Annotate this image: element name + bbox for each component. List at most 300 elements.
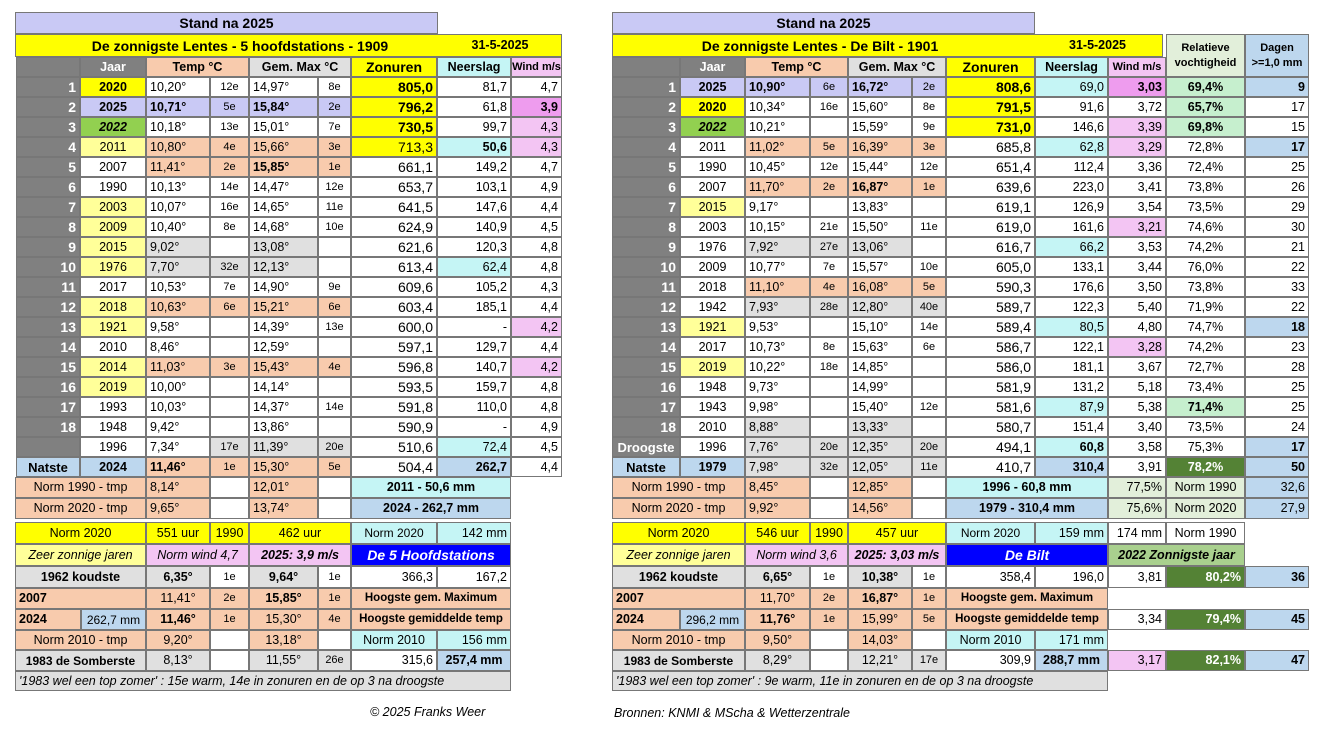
right-norm2010-rain: 171 mm <box>1035 630 1108 650</box>
left-row-wind: 4,4 <box>511 457 562 477</box>
left-row-rank: 5 <box>16 157 80 177</box>
left-row-grank: 13e <box>318 317 351 337</box>
left-row-temp: 10,13° <box>146 177 210 197</box>
right-row-year: 2015 <box>680 197 745 217</box>
left-row-gem: 15,30° <box>249 457 318 477</box>
right-norm2010-gem: 14,03° <box>848 630 912 650</box>
right-gloomiest-zon: 309,9 <box>946 650 1035 671</box>
left-row-temp: 10,20° <box>146 77 210 97</box>
right-row-rv: 74,7% <box>1166 317 1245 337</box>
right-row-dg: 26 <box>1245 177 1309 197</box>
left-empty <box>210 650 249 671</box>
right-row-rank: 11 <box>612 277 680 297</box>
right-normrain-value2: 174 mm <box>1108 522 1166 544</box>
right-row-temp: 10,45° <box>745 157 810 177</box>
left-row-trank: 4e <box>210 137 249 157</box>
left-row-grank: 7e <box>318 117 351 137</box>
right-row-trank: 21e <box>810 217 848 237</box>
left-empty <box>318 630 351 650</box>
right-row-wind: 5,18 <box>1108 377 1166 397</box>
left-row-zon: 613,4 <box>351 257 437 277</box>
right-norm1990-gem: 12,85° <box>848 477 912 498</box>
right-rel-header: Relatieve vochtigheid <box>1166 34 1245 77</box>
left-norm2020-temp: 9,65° <box>146 498 210 519</box>
left-row-grank: 6e <box>318 297 351 317</box>
right-row-temp: 7,93° <box>745 297 810 317</box>
right-coldest-label: 1962 koudste <box>612 566 745 588</box>
right-normwind: Norm wind 3,6 <box>745 544 848 566</box>
right-row-year: 2019 <box>680 357 745 377</box>
right-sunny-years: Zeer zonnige jaren <box>612 544 745 566</box>
right-2024-dg: 45 <box>1245 609 1309 630</box>
right-row-trank <box>810 317 848 337</box>
right-row-trank: 5e <box>810 137 848 157</box>
right-row-wind: 3,58 <box>1108 437 1166 457</box>
right-norm1990-dg: 32,6 <box>1245 477 1309 498</box>
right-row-wind: 3,40 <box>1108 417 1166 437</box>
left-row-wind: 4,8 <box>511 377 562 397</box>
right-row-gem: 15,57° <box>848 257 912 277</box>
left-row-wind: 4,3 <box>511 117 562 137</box>
right-row-zon: 581,6 <box>946 397 1035 417</box>
right-row-grank: 9e <box>912 117 946 137</box>
left-row-zon: 641,5 <box>351 197 437 217</box>
right-coldest-gem: 10,38° <box>848 566 912 588</box>
right-empty <box>810 477 848 498</box>
right-row-zon: 651,4 <box>946 157 1035 177</box>
right-row-dg: 23 <box>1245 337 1309 357</box>
right-row-gem: 15,40° <box>848 397 912 417</box>
right-row-zon: 589,7 <box>946 297 1035 317</box>
right-row-rv: 73,8% <box>1166 277 1245 297</box>
right-2024-rv: 79,4% <box>1166 609 1245 630</box>
left-row-trank: 6e <box>210 297 249 317</box>
right-row-zon: 586,7 <box>946 337 1035 357</box>
left-row-temp: 8,46° <box>146 337 210 357</box>
left-row-year: 1921 <box>80 317 146 337</box>
right-gemmax-header: Gem. Max °C <box>848 57 946 77</box>
right-row-rank: 1 <box>612 77 680 97</box>
right-row-neer: 133,1 <box>1035 257 1108 277</box>
left-row-trank: 1e <box>210 457 249 477</box>
right-row-grank: 40e <box>912 297 946 317</box>
left-row-trank: 32e <box>210 257 249 277</box>
left-row-neer: 185,1 <box>437 297 511 317</box>
right-row-zon: 619,0 <box>946 217 1035 237</box>
left-rank-header <box>16 57 80 77</box>
left-row-year: 1948 <box>80 417 146 437</box>
left-row-rank: 12 <box>16 297 80 317</box>
right-normsun-value2: 457 uur <box>848 522 946 544</box>
left-row-gem: 15,21° <box>249 297 318 317</box>
right-row-zon: 639,6 <box>946 177 1035 197</box>
right-row-neer: 151,4 <box>1035 417 1108 437</box>
right-row-grank <box>912 237 946 257</box>
right-row-grank <box>912 417 946 437</box>
right-row-wind: 5,38 <box>1108 397 1166 417</box>
right-row-neer: 122,1 <box>1035 337 1108 357</box>
right-norm2020-rl: Norm 2020 <box>1166 498 1245 519</box>
right-gloomiest-rv: 82,1% <box>1166 650 1245 671</box>
right-row-grank: 11e <box>912 457 946 477</box>
left-row-rank: 11 <box>16 277 80 297</box>
right-row-year: 2007 <box>680 177 745 197</box>
right-row-zon: 619,1 <box>946 197 1035 217</box>
right-row-trank: 32e <box>810 457 848 477</box>
left-driest-info: 2011 - 50,6 mm <box>351 477 511 498</box>
right-row-temp: 9,98° <box>745 397 810 417</box>
left-row-temp: 11,03° <box>146 357 210 377</box>
right-row-gem: 15,63° <box>848 337 912 357</box>
right-row-gem: 13,06° <box>848 237 912 257</box>
left-row-trank <box>210 337 249 357</box>
left-row-zon: 653,7 <box>351 177 437 197</box>
right-row-trank: 27e <box>810 237 848 257</box>
left-norm1990-label: Norm 1990 - tmp <box>15 477 146 498</box>
left-row-zon: 510,6 <box>351 437 437 457</box>
left-row-neer: 140,7 <box>437 357 511 377</box>
left-2007-temp: 11,41° <box>146 588 210 609</box>
left-row-gem: 12,59° <box>249 337 318 357</box>
left-row-wind: 4,3 <box>511 277 562 297</box>
right-coldest-neer: 196,0 <box>1035 566 1108 588</box>
right-row-temp: 8,88° <box>745 417 810 437</box>
right-row-dg: 15 <box>1245 117 1309 137</box>
left-row-wind: 4,9 <box>511 177 562 197</box>
left-row-temp: 9,58° <box>146 317 210 337</box>
right-row-year: 1943 <box>680 397 745 417</box>
right-row-temp: 10,90° <box>745 77 810 97</box>
left-row-neer: 105,2 <box>437 277 511 297</box>
right-row-year: 1921 <box>680 317 745 337</box>
left-2024-label: 2024 <box>15 609 81 630</box>
right-row-neer: 181,1 <box>1035 357 1108 377</box>
right-norm2020-dg: 27,9 <box>1245 498 1309 519</box>
left-normwind: Norm wind 4,7 <box>146 544 249 566</box>
left-row-zon: 713,3 <box>351 137 437 157</box>
right-row-rv: 73,8% <box>1166 177 1245 197</box>
right-2024-mm: 296,2 mm <box>680 609 745 630</box>
left-row-trank <box>210 317 249 337</box>
left-row-rank: 4 <box>16 137 80 157</box>
right-norm2020-rv: 75,6% <box>1108 498 1166 519</box>
left-row-rank <box>16 437 80 457</box>
right-gloomiest-label: 1983 de Somberste <box>612 650 745 671</box>
right-row-temp: 11,02° <box>745 137 810 157</box>
right-row-year: 2025 <box>680 77 745 97</box>
left-row-rank: 3 <box>16 117 80 137</box>
right-row-year: 1942 <box>680 297 745 317</box>
left-row-rank: 9 <box>16 237 80 257</box>
left-row-zon: 591,8 <box>351 397 437 417</box>
left-normsun-value2: 462 uur <box>249 522 351 544</box>
right-row-gem: 16,72° <box>848 77 912 97</box>
left-wettest-info: 2024 - 262,7 mm <box>351 498 511 519</box>
left-empty <box>318 498 351 519</box>
left-row-zon: 603,4 <box>351 297 437 317</box>
left-row-grank <box>318 257 351 277</box>
left-row-zon: 805,0 <box>351 77 437 97</box>
left-row-neer: 103,1 <box>437 177 511 197</box>
right-row-temp: 9,53° <box>745 317 810 337</box>
left-row-temp: 10,18° <box>146 117 210 137</box>
right-empty <box>912 630 946 650</box>
left-row-grank: 2e <box>318 97 351 117</box>
right-2007-temp: 11,70° <box>745 588 810 609</box>
right-norm2020-label: Norm 2020 - tmp <box>612 498 745 519</box>
right-row-wind: 5,40 <box>1108 297 1166 317</box>
left-row-wind: 4,5 <box>511 217 562 237</box>
right-row-neer: 62,8 <box>1035 137 1108 157</box>
left-row-temp: 10,00° <box>146 377 210 397</box>
left-row-temp: 10,80° <box>146 137 210 157</box>
left-coldest-temp: 6,35° <box>146 566 210 588</box>
left-row-neer: 147,6 <box>437 197 511 217</box>
right-2007-gem: 16,87° <box>848 588 912 609</box>
left-normsun-year: 1990 <box>210 522 249 544</box>
left-2024-trank: 1e <box>210 609 249 630</box>
right-row-wind: 4,80 <box>1108 317 1166 337</box>
right-row-grank <box>912 377 946 397</box>
left-normsun-value: 551 uur <box>146 522 210 544</box>
right-row-gem: 14,85° <box>848 357 912 377</box>
left-norm2010-gem: 13,18° <box>249 630 318 650</box>
left-row-zon: 593,5 <box>351 377 437 397</box>
right-row-wind: 3,44 <box>1108 257 1166 277</box>
right-row-trank <box>810 377 848 397</box>
right-coldest-dg: 36 <box>1245 566 1309 588</box>
right-row-dg: 25 <box>1245 377 1309 397</box>
right-row-temp: 10,77° <box>745 257 810 277</box>
left-row-zon: 609,6 <box>351 277 437 297</box>
right-stand-header: Stand na 2025 <box>612 12 1035 34</box>
left-row-wind: 4,7 <box>511 77 562 97</box>
right-row-grank <box>912 357 946 377</box>
right-row-rv: 73,5% <box>1166 197 1245 217</box>
left-row-zon: 730,5 <box>351 117 437 137</box>
right-row-gem: 15,50° <box>848 217 912 237</box>
left-2007-info: Hoogste gem. Maximum <box>351 588 511 609</box>
left-row-gem: 14,14° <box>249 377 318 397</box>
left-row-gem: 14,37° <box>249 397 318 417</box>
left-row-wind: 4,4 <box>511 337 562 357</box>
left-row-gem: 14,97° <box>249 77 318 97</box>
left-row-neer: 50,6 <box>437 137 511 157</box>
right-row-zon: 586,0 <box>946 357 1035 377</box>
right-2024-info: Hoogste gemiddelde temp <box>946 609 1108 630</box>
right-normrain-label2: Norm 1990 <box>1166 522 1245 544</box>
left-row-neer: 99,7 <box>437 117 511 137</box>
left-row-rank: 16 <box>16 377 80 397</box>
right-row-year: 1990 <box>680 157 745 177</box>
left-row-neer: 140,9 <box>437 217 511 237</box>
right-row-rv: 69,4% <box>1166 77 1245 97</box>
right-row-gem: 13,83° <box>848 197 912 217</box>
left-row-trank: 16e <box>210 197 249 217</box>
right-row-grank: 8e <box>912 97 946 117</box>
left-row-year: 2010 <box>80 337 146 357</box>
right-row-rv: 73,4% <box>1166 377 1245 397</box>
left-norm2020-gem: 13,74° <box>249 498 318 519</box>
right-row-year: 2020 <box>680 97 745 117</box>
right-row-grank: 10e <box>912 257 946 277</box>
left-row-neer: 149,2 <box>437 157 511 177</box>
left-zonuren-header: Zonuren <box>351 57 437 77</box>
right-row-temp: 7,98° <box>745 457 810 477</box>
right-row-grank: 6e <box>912 337 946 357</box>
left-row-wind: 4,7 <box>511 157 562 177</box>
left-row-wind: 4,4 <box>511 297 562 317</box>
right-2024-trank: 1e <box>810 609 848 630</box>
right-row-rv: 69,8% <box>1166 117 1245 137</box>
left-row-year: 2011 <box>80 137 146 157</box>
left-norm2010-temp: 9,20° <box>146 630 210 650</box>
left-row-gem: 14,68° <box>249 217 318 237</box>
right-row-rv: 72,8% <box>1166 137 1245 157</box>
right-2024-grank: 5e <box>912 609 946 630</box>
right-row-temp: 9,73° <box>745 377 810 397</box>
right-normrain-value: 159 mm <box>1035 522 1108 544</box>
right-row-wind: 3,03 <box>1108 77 1166 97</box>
right-row-zon: 808,6 <box>946 77 1035 97</box>
left-empty <box>210 477 249 498</box>
left-row-year: 2007 <box>80 157 146 177</box>
right-norm2010-temp: 9,50° <box>745 630 810 650</box>
right-row-year: 2017 <box>680 337 745 357</box>
left-row-gem: 15,84° <box>249 97 318 117</box>
right-stations: De Bilt <box>946 544 1108 566</box>
left-row-neer: - <box>437 317 511 337</box>
right-row-rv: 75,3% <box>1166 437 1245 457</box>
left-row-trank: 12e <box>210 77 249 97</box>
right-row-rv: 74,2% <box>1166 337 1245 357</box>
right-norm2010-label: Norm 2010 - tmp <box>612 630 745 650</box>
left-row-wind: 4,8 <box>511 257 562 277</box>
left-row-grank: 3e <box>318 137 351 157</box>
left-row-trank <box>210 237 249 257</box>
left-row-rank: 17 <box>16 397 80 417</box>
right-row-wind: 3,36 <box>1108 157 1166 177</box>
right-row-neer: 112,4 <box>1035 157 1108 177</box>
right-row-wind: 3,50 <box>1108 277 1166 297</box>
right-norm2020-gem: 14,56° <box>848 498 912 519</box>
left-row-gem: 15,01° <box>249 117 318 137</box>
left-row-rank: 14 <box>16 337 80 357</box>
right-row-zon: 589,4 <box>946 317 1035 337</box>
right-norm1990-rl: Norm 1990 <box>1166 477 1245 498</box>
right-row-temp: 7,92° <box>745 237 810 257</box>
left-row-temp: 10,71° <box>146 97 210 117</box>
left-row-wind: 4,3 <box>511 137 562 157</box>
right-row-grank: 2e <box>912 77 946 97</box>
right-title: De zonnigste Lentes - De Bilt - 1901 <box>701 37 939 54</box>
right-coldest-zon: 358,4 <box>946 566 1035 588</box>
right-row-dg: 50 <box>1245 457 1309 477</box>
right-row-year: 2018 <box>680 277 745 297</box>
right-row-trank: 28e <box>810 297 848 317</box>
right-2007-grank: 1e <box>912 588 946 609</box>
right-row-wind: 3,67 <box>1108 357 1166 377</box>
left-norm2010-rain-label: Norm 2010 <box>351 630 437 650</box>
left-2024-mm: 262,7 mm <box>81 609 146 630</box>
left-gloomiest-neer: 257,4 mm <box>437 650 511 671</box>
right-coldest-trank: 1e <box>810 566 848 588</box>
right-row-grank: 20e <box>912 437 946 457</box>
left-row-temp: 7,34° <box>146 437 210 457</box>
left-row-temp: 10,03° <box>146 397 210 417</box>
right-row-trank <box>810 117 848 137</box>
right-dagen-header: Dagen >=1,0 mm <box>1245 34 1309 77</box>
left-neerslag-header: Neerslag <box>437 57 511 77</box>
right-row-gem: 12,80° <box>848 297 912 317</box>
right-row-neer: 69,0 <box>1035 77 1108 97</box>
right-row-dg: 22 <box>1245 297 1309 317</box>
left-row-neer: - <box>437 417 511 437</box>
left-row-rank: 10 <box>16 257 80 277</box>
left-row-year: 2019 <box>80 377 146 397</box>
right-row-wind: 3,41 <box>1108 177 1166 197</box>
left-row-trank: 3e <box>210 357 249 377</box>
left-row-rank: 6 <box>16 177 80 197</box>
right-coldest-wind: 3,81 <box>1108 566 1166 588</box>
left-sunny-years: Zeer zonnige jaren <box>15 544 146 566</box>
left-row-gem: 13,08° <box>249 237 318 257</box>
left-row-rank: 1 <box>16 77 80 97</box>
right-row-neer: 60,8 <box>1035 437 1108 457</box>
left-coldest-trank: 1e <box>210 566 249 588</box>
left-row-year: 2017 <box>80 277 146 297</box>
right-row-gem: 16,08° <box>848 277 912 297</box>
right-row-gem: 15,44° <box>848 157 912 177</box>
right-row-rank: 9 <box>612 237 680 257</box>
right-norm1990-rv: 77,5% <box>1108 477 1166 498</box>
right-row-trank <box>810 197 848 217</box>
left-empty <box>318 477 351 498</box>
left-row-zon: 590,9 <box>351 417 437 437</box>
left-row-grank <box>318 417 351 437</box>
left-row-grank: 11e <box>318 197 351 217</box>
right-row-gem: 15,60° <box>848 97 912 117</box>
left-row-rank: 2 <box>16 97 80 117</box>
left-row-neer: 120,3 <box>437 237 511 257</box>
right-row-temp: 11,70° <box>745 177 810 197</box>
right-row-rank: 7 <box>612 197 680 217</box>
right-row-neer: 126,9 <box>1035 197 1108 217</box>
right-row-zon: 494,1 <box>946 437 1035 457</box>
right-normsun-year: 1990 <box>810 522 848 544</box>
right-2007-label: 2007 <box>612 588 745 609</box>
right-row-wind: 3,54 <box>1108 197 1166 217</box>
right-row-trank: 16e <box>810 97 848 117</box>
right-2007-trank: 2e <box>810 588 848 609</box>
left-temp-header: Temp °C <box>146 57 249 77</box>
left-row-zon: 597,1 <box>351 337 437 357</box>
right-sunniest-year: 2022 Zonnigste jaar <box>1108 544 1245 566</box>
right-row-zon: 685,8 <box>946 137 1035 157</box>
left-empty <box>210 498 249 519</box>
left-row-temp: 10,53° <box>146 277 210 297</box>
right-row-dg: 25 <box>1245 397 1309 417</box>
right-date: 31-5-2025 <box>1069 38 1126 53</box>
right-row-grank: 5e <box>912 277 946 297</box>
left-row-grank: 4e <box>318 357 351 377</box>
right-row-rank: 17 <box>612 397 680 417</box>
right-driest-info: 1996 - 60,8 mm <box>946 477 1108 498</box>
right-row-year: 2003 <box>680 217 745 237</box>
right-row-rank: 16 <box>612 377 680 397</box>
right-row-rank: 15 <box>612 357 680 377</box>
right-row-gem: 14,99° <box>848 377 912 397</box>
